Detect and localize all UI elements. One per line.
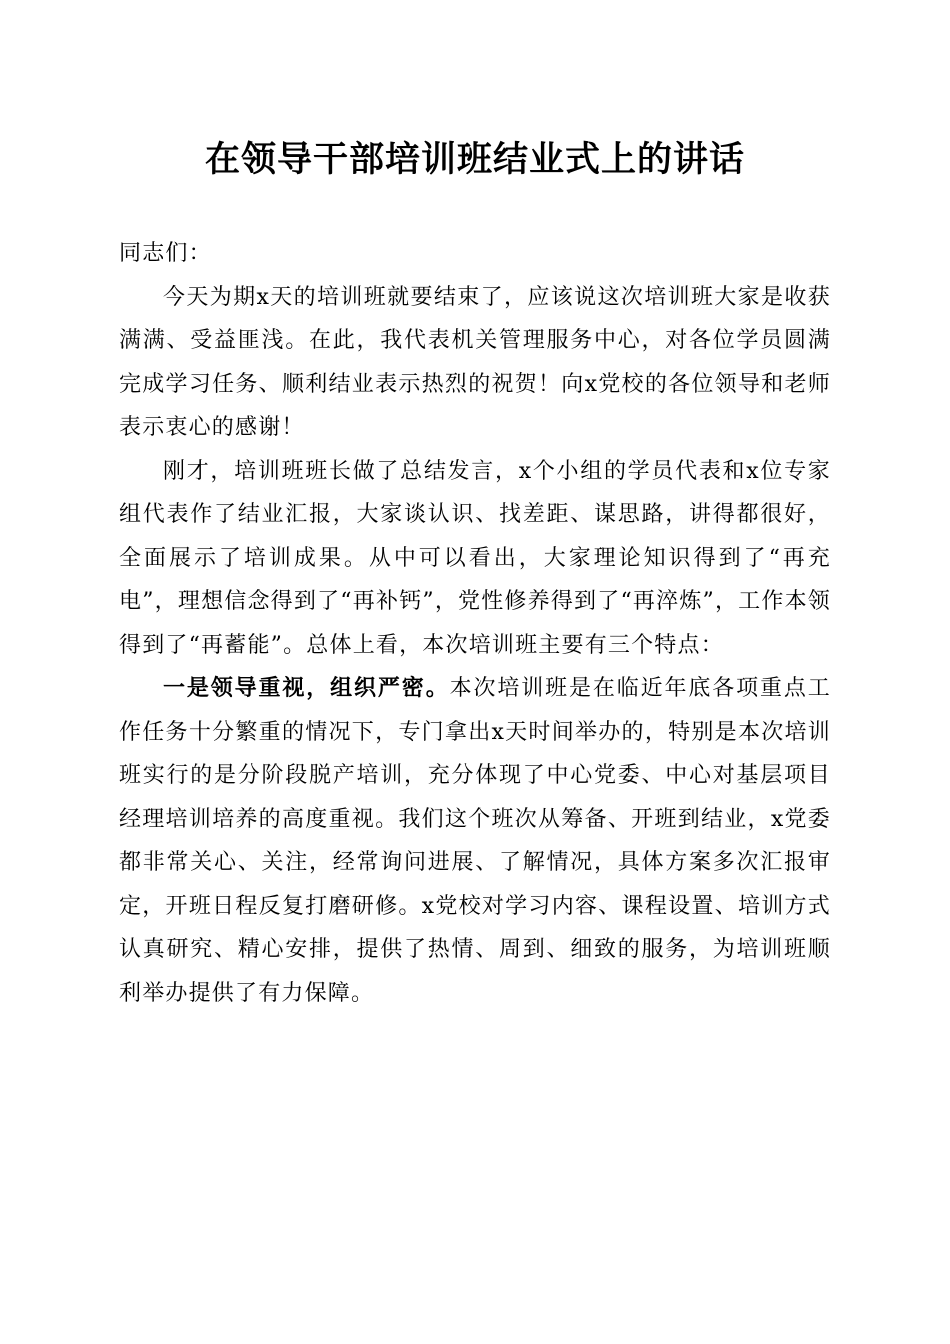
paragraph-3-text: 本次培训班是在临近年底各项重点工作任务十分繁重的情况下，专门拿出x天时间举办的，特别是本次培训班实行的是分阶段脱产培训，充分体现了中心党委、中心对基层项目经理培训培养的高度重视。我们这个班次从筹备、开班到结业，x党委都非常关心、关注，经常询问进展、了解情况，具体方案多次汇报审定，开班日程反复打磨研修。x党校对学习内容、课程设置、培训方式认真研究、精心安排，提供了热情、周到、细致的服务，为培训班顺利举办提供了有力保障。: [119, 676, 831, 1006]
salutation: 同志们：: [119, 241, 212, 266]
paragraph-1: [119, 276, 831, 450]
document-body: [119, 232, 831, 1015]
paragraph-2: [119, 450, 831, 668]
document-title: 在领导干部培训班结业式上的讲话: [204, 139, 745, 180]
paragraph-2-text: 刚才，培训班班长做了总结发言，x个小组的学员代表和x位专家组代表作了结业汇报，大家谈认识、找差距、谋思路，讲得都很好，全面展示了培训成果。从中可以看出，大家理论知识得到了“再充电”，理想信念得到了“再补钙”，党性修养得到了“再淬炼”，工作本领得到了“再蓄能”。总体上看，本次培训班主要有三个特点：: [119, 458, 831, 658]
paragraph-3: [119, 667, 831, 1015]
paragraph-3-lead: 一是领导重视，组织严密。: [163, 675, 450, 701]
paragraph-1-text: 今天为期x天的培训班就要结束了，应该说这次培训班大家是收获满满、受益匪浅。在此，我代表机关管理服务中心，对各位学员圆满完成学习任务、顺利结业表示热烈的祝贺！向x党校的各位领导和老师表示衷心的感谢！: [119, 284, 831, 440]
